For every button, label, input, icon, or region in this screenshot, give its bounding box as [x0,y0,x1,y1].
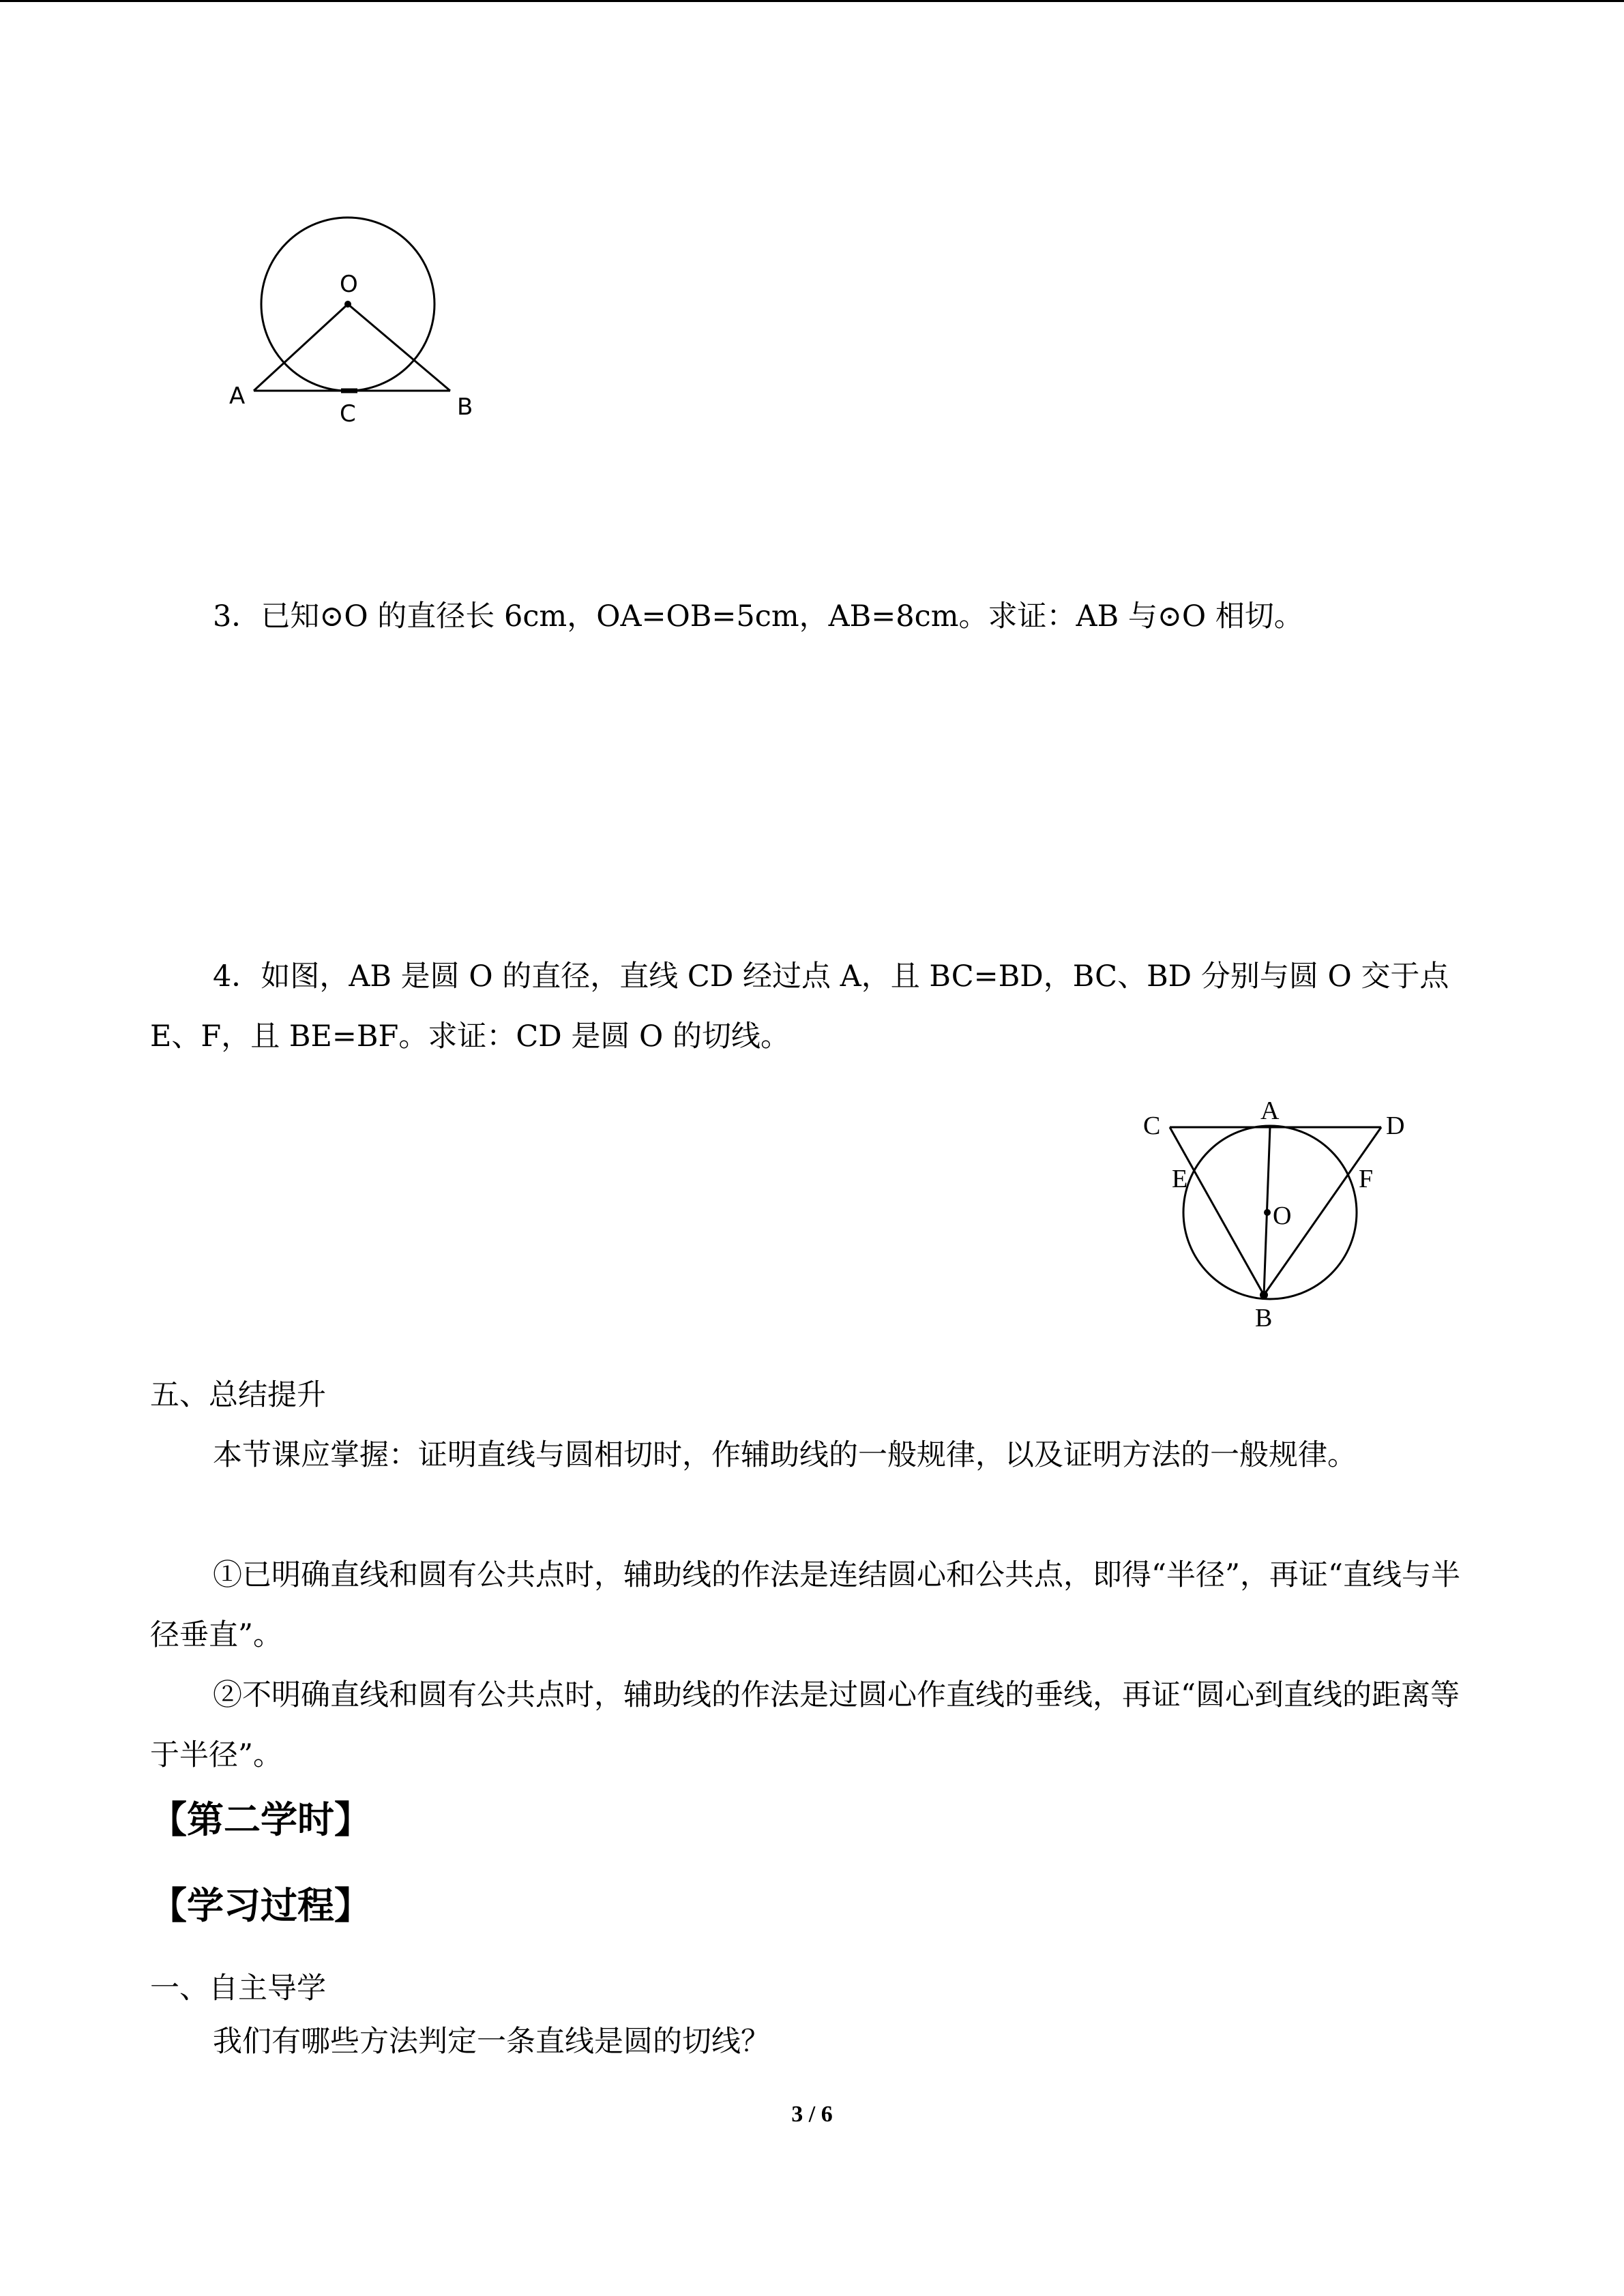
page-number: 3 / 6 [791,2102,833,2127]
segment-ob [348,304,450,391]
summary-intro: 本节课应掌握：证明直线与圆相切时，作辅助线的一般规律，以及证明方法的一般规律。 [213,1438,1357,1472]
label-c2: C [1143,1112,1161,1140]
label-b2: B [1255,1304,1273,1332]
label-e2: E [1172,1165,1188,1193]
summary-point-2: ②不明确直线和圆有公共点时，辅助线的作法是过圆心作直线的垂线，再证“圆心到直线的距离等于半径”。 [150,1678,1460,1772]
label-o: O [340,271,358,298]
label-b: B [457,393,473,421]
summary-title: 五、总结提升 [150,1378,326,1412]
label-d2: D [1386,1112,1405,1140]
label-a: A [229,383,246,410]
figure-circle-triangle [218,205,505,436]
label-o2: O [1273,1202,1292,1230]
self-study-title: 一、自主导学 [150,1971,326,2006]
point-b2 [1260,1291,1268,1299]
summary-point-1: ①已明确直线和圆有公共点时，辅助线的作法是连结圆心和公共点，即得“半径”，再证“直线与半径垂直”。 [150,1558,1460,1652]
point-o2 [1264,1209,1271,1216]
label-c: C [340,400,356,428]
label-f2: F [1359,1165,1374,1193]
process-heading: 【学习过程】 [150,1884,371,1927]
self-study-question: 我们有哪些方法判定一条直线是圆的切线？ [213,2025,770,2059]
point-o [344,301,351,308]
problem-4: 4．如图，AB 是圆 O 的直径，直线 CD 经过点 A，且 BC=BD，BC、BD 分别与圆 O 交于点 E、F，且 BE=BF。求证：CD 是圆 O 的切线。 [150,959,1449,1054]
top-border [0,0,1624,2]
figure-circle-tangent [1132,1094,1432,1340]
label-a2: A [1260,1097,1280,1125]
problem-3: 3．已知⊙O 的直径长 6cm，OA=OB=5cm，AB=8cm。求证：AB 与⊙O 相切。 [213,599,1303,633]
lesson2-heading: 【第二学时】 [150,1798,371,1841]
